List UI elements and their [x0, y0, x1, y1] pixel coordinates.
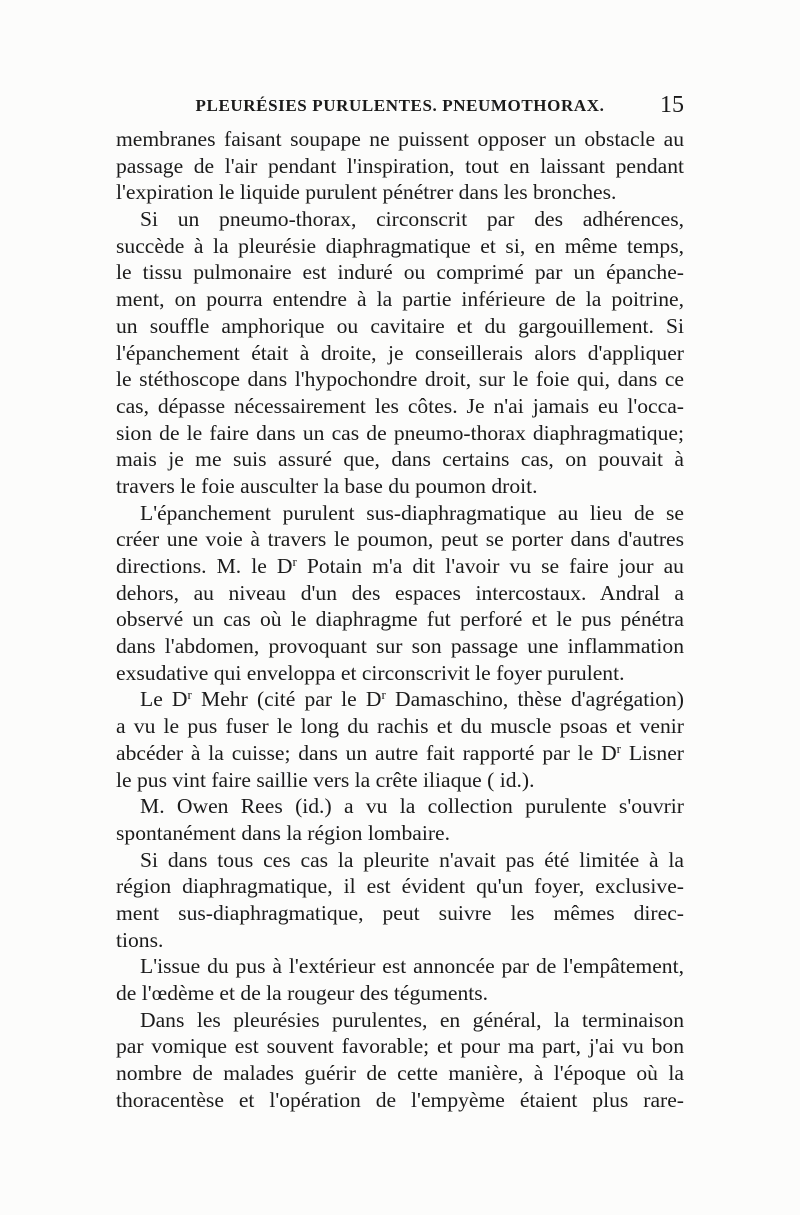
page-number: 15 — [660, 92, 684, 118]
text-line: créer une voie à travers le poumon, peut se porter dans d'autres — [116, 527, 684, 552]
text-line: membranes faisant soupape ne puissent opposer un obstacle au — [116, 127, 684, 151]
text-fragment: abcéder à la cuisse; dans un autre fait rapporté par le D — [116, 740, 617, 765]
text-line — [116, 686, 684, 713]
text-fragment: Lisner — [621, 740, 684, 765]
text-line: l'épanchement était à droite, je conseillerais alors d'appliquer — [116, 340, 684, 365]
text-line: L'épanchement purulent sus-diaphragmatique au lieu de se — [140, 500, 684, 525]
text-line: tions. — [116, 927, 164, 952]
text-line: mais je me suis assuré que, dans certains cas, on pouvait à — [116, 447, 684, 472]
text-line: le stéthoscope dans l'hypochondre droit, sur le foie qui, dans ce — [116, 367, 684, 392]
superscript: r — [381, 687, 386, 703]
text-line: ment sus-diaphragmatique, peut suivre les mêmes direc- — [116, 900, 684, 925]
text-line: un souffle amphorique ou cavitaire et du gargouillement. Si — [116, 313, 684, 338]
text-line: cas, dépasse nécessairement les côtes. Je n'ai jamais eu l'occa- — [116, 393, 684, 418]
text-fragment: Le D — [140, 687, 188, 712]
text-line: spontanément dans la région lombaire. — [116, 820, 451, 845]
text-line — [116, 553, 684, 580]
text-fragment: Mehr (cité par le D — [191, 687, 382, 712]
superscript: r — [187, 687, 192, 703]
text-line: nombre de malades guérir de cette manière, à l'époque où la — [116, 1061, 684, 1086]
text-line: exsudative qui enveloppa et circonscrivit le foyer purulent. — [116, 660, 625, 685]
text-line — [116, 740, 684, 767]
text-line: a vu le pus fuser le long du rachis et du muscle psoas et venir — [116, 714, 684, 739]
text-line: travers le foie ausculter la base du poumon droit. — [116, 473, 538, 498]
text-line: sion de le faire dans un cas de pneumo-thorax diaphragmatique; — [116, 420, 684, 445]
text-line: l'expiration le liquide purulent pénétrer dans les bronches. — [116, 180, 617, 205]
text-line: dans l'abdomen, provoquant sur son passage une inflammation — [116, 634, 684, 659]
superscript: r — [616, 740, 622, 756]
text-line: dehors, au niveau d'un des espaces intercostaux. Andral a — [116, 580, 684, 605]
text-line: thoracentèse et l'opération de l'empyème étaient plus rare- — [116, 1087, 684, 1112]
text-line: observé un cas où le diaphragme fut perforé et le pus pénétra — [116, 607, 684, 632]
text-fragment: Damaschino, thèse d'agrégation) — [385, 687, 684, 712]
text-fragment: Potain m'a dit l'avoir vu se faire jour au — [296, 554, 684, 578]
superscript: r — [292, 554, 297, 569]
text-line: ment, on pourra entendre à la partie inférieure de la poitrine, — [116, 287, 684, 312]
text-line: le tissu pulmonaire est induré ou comprimé par un épanche- — [116, 260, 684, 285]
text-line: Dans les pleurésies purulentes, en général, la terminaison — [140, 1007, 684, 1032]
text-line: par vomique est souvent favorable; et pour ma part, j'ai vu bon — [116, 1034, 684, 1059]
text-line: le pus vint faire saillie vers la crête iliaque ( id.). — [116, 767, 535, 792]
text-line: succède à la pleurésie diaphragmatique et si, en même temps, — [116, 233, 684, 258]
text-line: Si dans tous ces cas la pleurite n'avait pas été limitée à la — [140, 847, 684, 872]
text-line: L'issue du pus à l'extérieur est annoncée par de l'empâtement, — [140, 954, 684, 979]
text-fragment: directions. M. le D — [116, 554, 293, 578]
text-line: M. Owen Rees (id.) a vu la collection purulente s'ouvrir — [140, 794, 684, 819]
text-line: de l'œdème et de la rougeur des téguments. — [116, 981, 489, 1005]
running-head — [116, 92, 684, 126]
text-line: région diaphragmatique, il est évident qu'un foyer, exclusive- — [116, 874, 684, 899]
running-title: PLEURÉSIES PURULENTES. PNEUMOTHORAX. — [195, 96, 605, 115]
text-line: passage de l'air pendant l'inspiration, tout en laissant pendant — [116, 153, 684, 178]
body-text — [116, 126, 684, 1113]
text-line: Si un pneumo-thorax, circonscrit par des adhérences, — [140, 207, 684, 232]
